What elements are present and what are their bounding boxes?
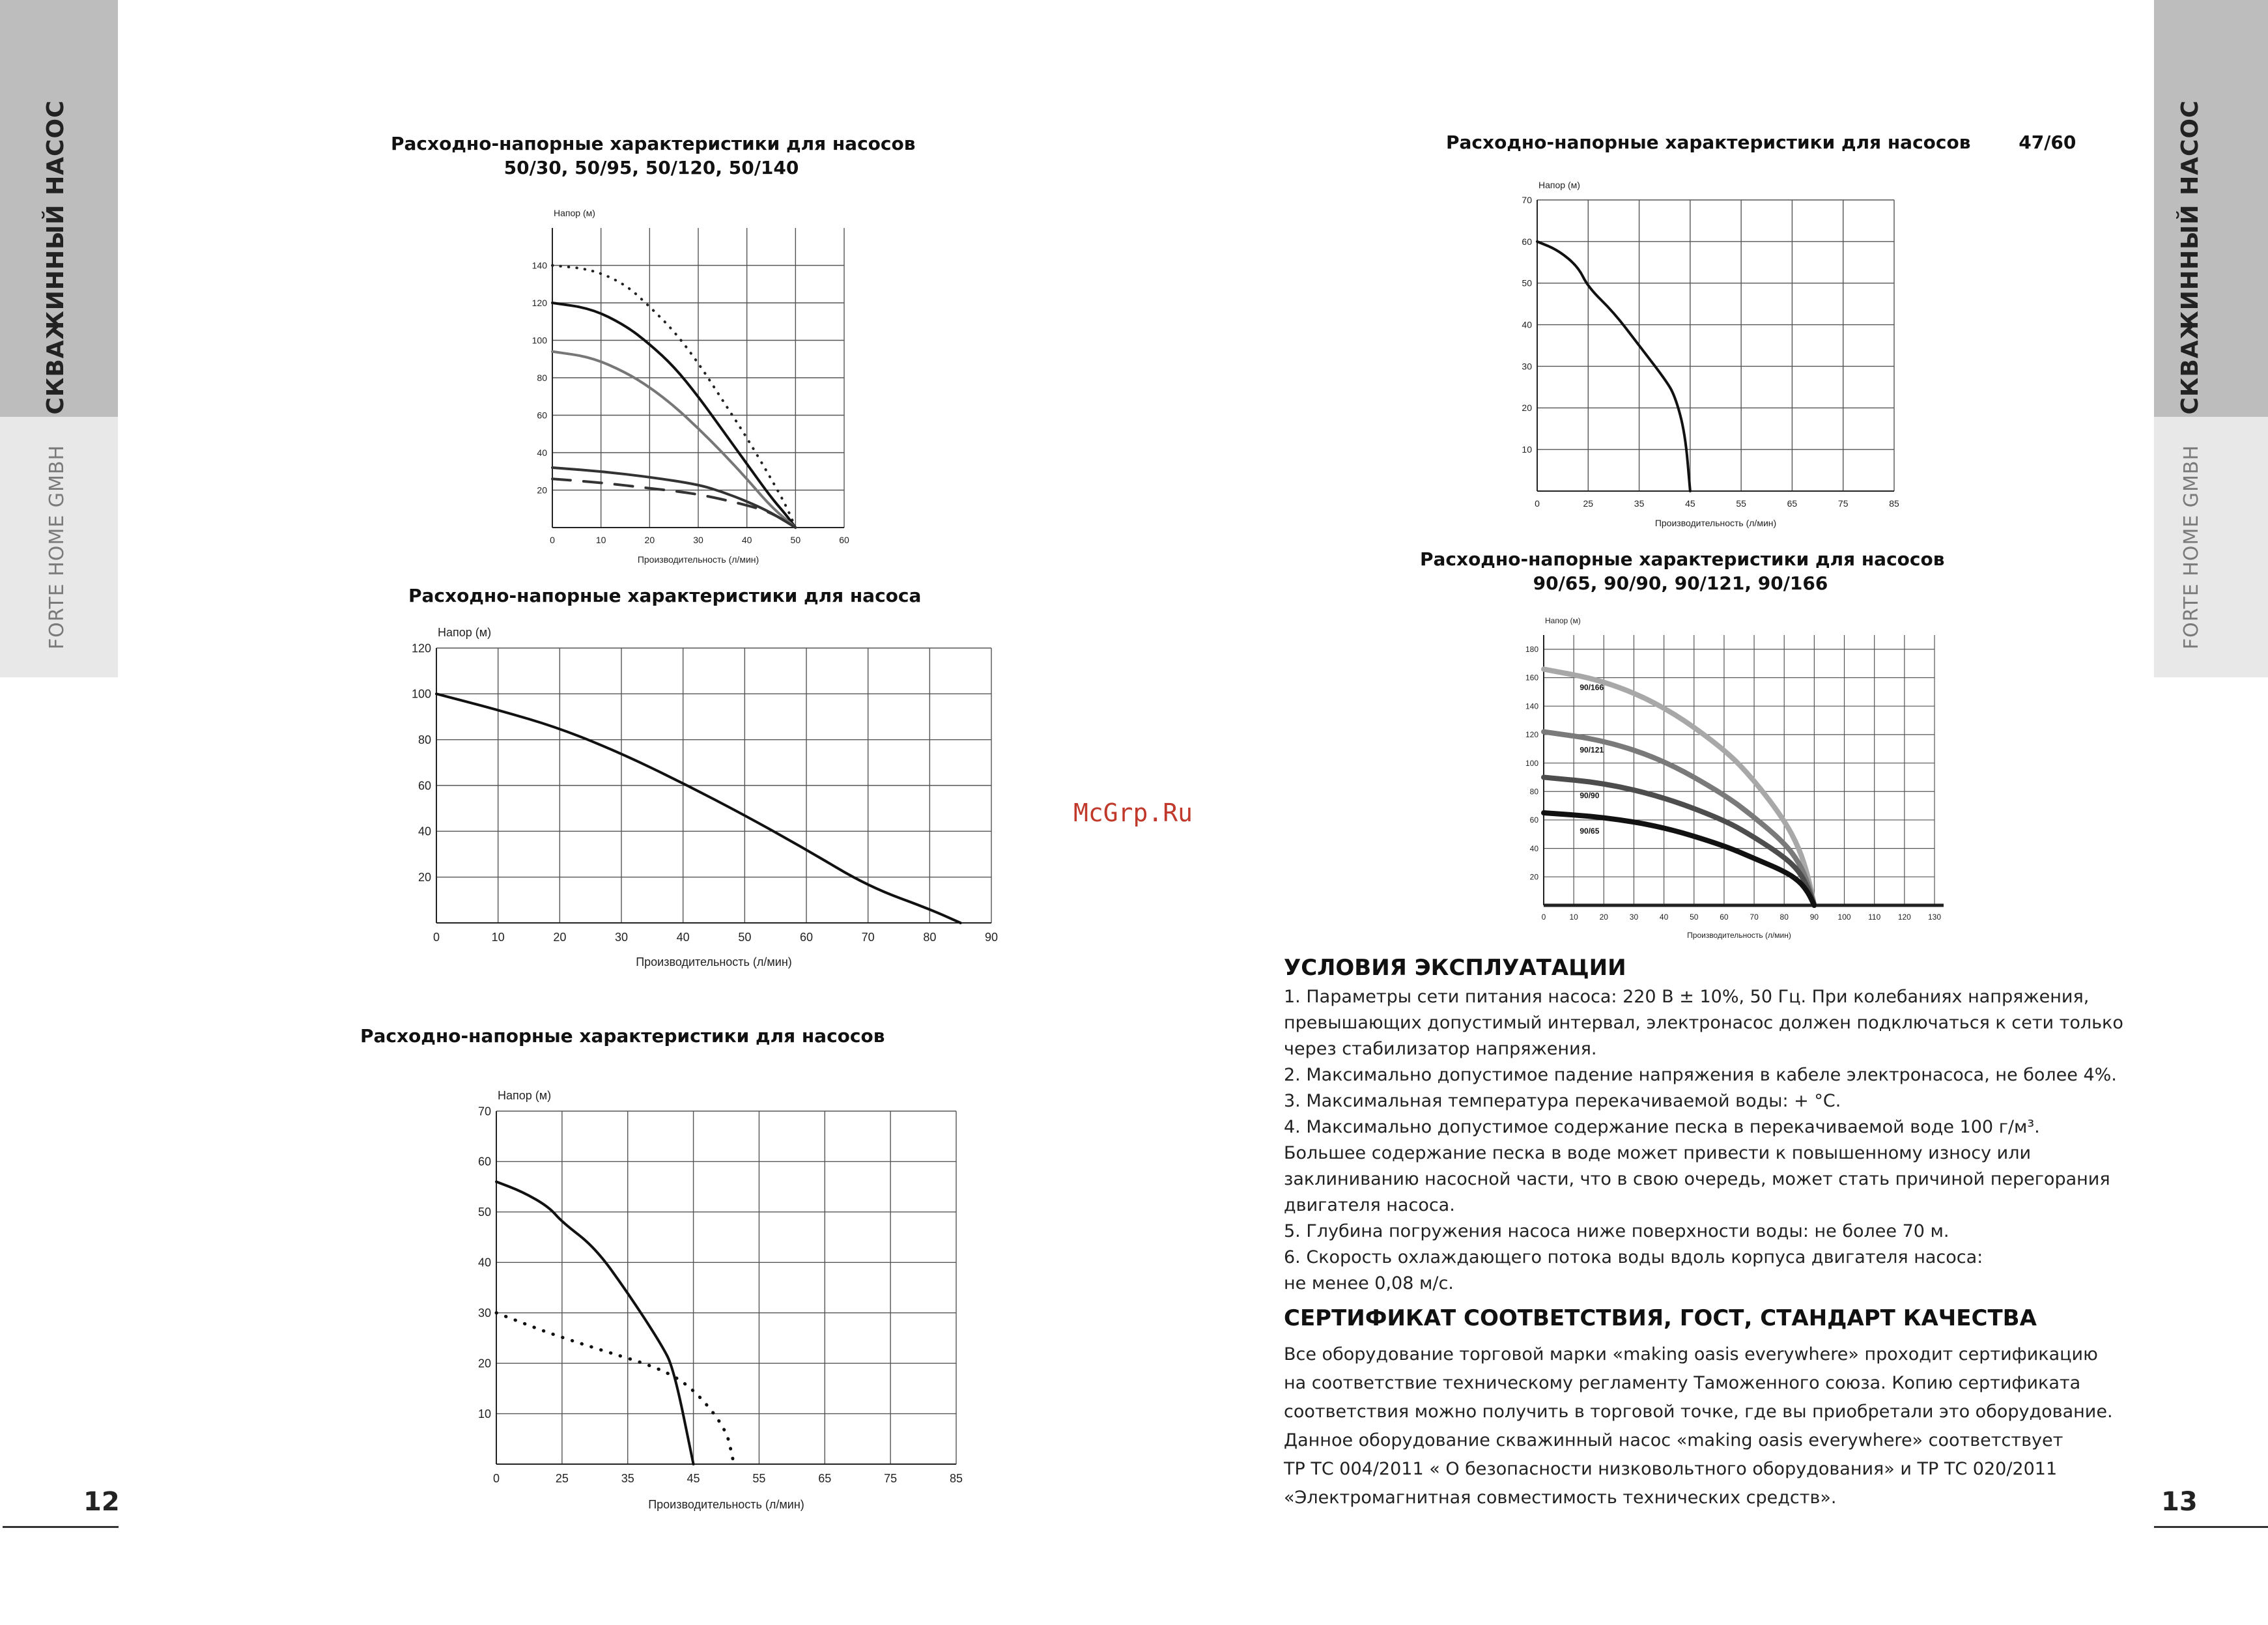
chart5-title-line1: Расходно-напорные характеристики для насосов [1420,548,1945,570]
chart3-plot [456,1062,990,1518]
y-tick-label: 60 [477,1155,491,1168]
x-tick-label: 40 [1659,912,1669,922]
conditions-line: через стабилизатор напряжения. [1284,1039,1597,1059]
x-tick-label: 65 [1787,498,1798,509]
y-tick-label: 30 [477,1307,491,1320]
x-tick-label: 10 [491,931,505,944]
conditions-line: 5. Глубина погружения насоса ниже поверхности воды: не более 70 м. [1284,1221,1949,1241]
chart4-title-text: Расходно-напорные характеристики для насосов [1446,132,1971,153]
y-axis-label: Напор (м) [498,1089,552,1102]
x-tick-label: 25 [1583,498,1594,509]
certificate-heading: СЕРТИФИКАТ СООТВЕТСТВИЯ, ГОСТ, СТАНДАРТ КАЧЕСТВА [1284,1305,2037,1331]
y-tick-label: 20 [1522,403,1532,414]
y-axis-label: Напор (м) [438,626,492,639]
conditions-line: Большее содержание песка в воде может привести к повышенному износу или [1284,1143,2031,1163]
y-tick-label: 40 [418,825,431,838]
chart5-plot [1505,602,1974,957]
x-tick-label: 90 [1809,912,1819,922]
x-tick-label: 45 [687,1472,700,1485]
y-tick-label: 10 [1522,444,1532,455]
y-tick-label: 40 [537,447,547,458]
x-tick-label: 20 [1599,912,1608,922]
y-tick-label: 50 [477,1206,491,1219]
right-page-rule [2154,1526,2268,1528]
chart4-plot [1485,166,1941,531]
conditions-heading: УСЛОВИЯ ЭКСПЛУАТАЦИИ [1284,955,1626,981]
x-tick-label: 110 [1868,912,1881,922]
conditions-line: 3. Максимальная температура перекачиваемой воды: + °С. [1284,1091,1841,1111]
y-tick-label: 120 [532,297,547,308]
series-line-50-140 [552,266,795,528]
c3-grid [496,1111,956,1464]
chart1-title-line2: 50/30, 50/95, 50/120, 50/140 [503,157,799,178]
x-axis-label: Производительность (л/мин) [636,955,792,968]
y-tick-label: 40 [477,1256,491,1269]
chart1-title-line1: Расходно-напорные характеристики для насосов [391,133,916,154]
left-page-rule [3,1526,119,1528]
left-sidebar-title: СКВАЖИННЫЙ НАСОС [42,100,69,415]
x-tick-label: 60 [799,931,814,944]
chart5-title-line2: 90/65, 90/90, 90/121, 90/166 [1533,572,1828,594]
x-axis-label: Производительность (л/мин) [648,1498,804,1511]
y-tick-label: 20 [477,1357,491,1370]
x-axis-label: Производительность (л/мин) [1654,518,1777,528]
chart3-title: Расходно-напорные характеристики для насосов [360,1025,885,1047]
certificate-line: Все оборудование торговой марки «making oasis everywhere» проходит сертификацию [1284,1344,2098,1364]
x-tick-label: 120 [1897,912,1911,922]
x-tick-label: 50 [738,931,752,944]
y-tick-label: 120 [411,642,431,655]
x-axis-label: Производительность (л/мин) [637,554,759,565]
y-tick-label: 100 [1525,758,1538,768]
conditions-line: 6. Скорость охлаждающего потока воды вдоль корпуса двигателя насоса: [1284,1247,1983,1267]
y-tick-label: 80 [1529,787,1538,797]
y-tick-label: 40 [1529,843,1538,853]
right-sidebar-title: СКВАЖИННЫЙ НАСОС [2177,100,2204,415]
y-tick-label: 10 [477,1407,491,1420]
x-tick-label: 70 [861,931,875,944]
x-tick-label: 75 [1837,498,1849,509]
y-tick-label: 60 [537,410,547,421]
chart2-title: Расходно-напорные характеристики для насоса [408,585,922,606]
conditions-body [1284,984,2123,1297]
y-tick-label: 140 [1525,701,1538,711]
x-tick-label: 20 [553,931,567,944]
conditions-line: заклиниванию насосной части, что в свою очередь, может стать причиной перегорания [1284,1169,2110,1189]
y-tick-label: 20 [1529,872,1538,882]
watermark-text: McGrp.Ru [1073,798,1193,827]
certificate-line: ТР ТС 004/2011 « О безопасности низковольтного оборудования» и ТР ТС 020/2011 [1284,1459,2058,1479]
y-tick-label: 160 [1525,673,1538,683]
c2-grid [436,648,991,923]
series-line-50-30 [552,468,795,528]
y-axis-label: Напор (м) [1545,616,1581,625]
chart1-plot [534,195,873,567]
y-tick-label: 60 [1522,236,1532,247]
x-tick-label: 0 [1541,912,1546,922]
right-sidebar-brand-panel [2154,417,2268,677]
y-tick-label: 30 [1522,361,1532,372]
x-tick-label: 45 [1685,498,1695,509]
x-tick-label: 30 [614,931,629,944]
chart5-title [1420,548,1945,594]
chart1-title [391,133,916,178]
certificate-body [1284,1340,2113,1512]
left-sidebar-brand: FORTE HOME GMBH [46,444,68,650]
x-tick-label: 60 [839,535,849,545]
y-axis-label: Напор (м) [554,208,595,218]
y-tick-label: 70 [1522,194,1532,205]
series-line-50-25 [552,479,795,528]
x-tick-label: 0 [492,1472,500,1485]
x-tick-label: 25 [555,1472,569,1485]
x-tick-label: 35 [1634,498,1645,509]
x-tick-label: 10 [595,535,606,545]
series-label: 90/166 [1580,683,1604,692]
series-line-c3-1 [496,1313,733,1460]
x-tick-label: 85 [1889,498,1899,509]
right-sidebar-brand: FORTE HOME GMBH [2180,444,2203,650]
y-tick-label: 120 [1525,730,1538,740]
conditions-line: 2. Максимально допустимое падение напряжения в кабеле электронасоса, не более 4%. [1284,1065,2117,1085]
x-axis-label: Производительность (л/мин) [1687,931,1791,940]
series-label: 90/90 [1580,791,1600,800]
y-tick-label: 60 [418,779,431,793]
conditions-line: 4. Максимально допустимое содержание песка в перекачиваемой воде 100 г/м³. [1284,1117,2040,1137]
y-tick-label: 50 [1522,277,1532,289]
certificate-line: на соответствие техническому регламенту Таможенного союза. Копию сертификата [1284,1373,2081,1393]
series-line-90-166 [1544,669,1814,905]
certificate-line: «Электромагнитная совместимость технических средств». [1284,1488,1837,1508]
y-tick-label: 100 [411,687,431,701]
x-tick-label: 70 [1750,912,1759,922]
x-tick-label: 80 [923,931,937,944]
x-tick-label: 40 [741,535,752,545]
y-tick-label: 40 [1522,319,1532,330]
x-tick-label: 60 [1720,912,1729,922]
x-tick-label: 55 [752,1472,766,1485]
chart2-plot [384,615,1023,974]
x-tick-label: 50 [1690,912,1699,922]
conditions-line: превышающих допустимый интервал, электронасос должен подключаться к сети только [1284,1013,2123,1033]
x-tick-label: 50 [790,535,801,545]
y-tick-label: 100 [532,335,547,346]
x-tick-label: 80 [1779,912,1789,922]
y-tick-label: 20 [537,485,547,496]
conditions-line: 1. Параметры сети питания насоса: 220 В ± 10%, 50 Гц. При колебаниях напряжения, [1284,987,2090,1007]
x-tick-label: 30 [1629,912,1639,922]
x-tick-label: 100 [1837,912,1851,922]
series-line-c2-0 [436,694,961,923]
y-tick-label: 70 [477,1105,491,1118]
x-tick-label: 85 [949,1472,963,1485]
left-page-number: 12 [83,1487,120,1517]
x-tick-label: 130 [1927,912,1942,922]
y-tick-label: 180 [1525,645,1538,655]
certificate-line: соответствия можно получить в торговой точке, где вы приобретали это оборудование. [1284,1402,2113,1422]
y-tick-label: 80 [537,372,547,383]
right-sidebar-title-panel [2154,0,2268,417]
c4-grid [1537,200,1894,491]
x-tick-label: 20 [644,535,655,545]
y-tick-label: 20 [418,870,431,884]
series-line-90-121 [1544,732,1814,905]
x-tick-label: 40 [676,931,690,944]
chart4-title [1446,132,2076,153]
y-tick-label: 60 [1529,815,1538,825]
x-tick-label: 0 [432,931,440,944]
series-label: 90/65 [1580,827,1600,836]
x-tick-label: 35 [621,1472,634,1485]
certificate-line: Данное оборудование скважинный насос «making oasis everywhere» соответствует [1284,1430,2063,1450]
series-label: 90/121 [1580,745,1604,755]
x-tick-label: 0 [550,535,555,545]
y-tick-label: 140 [532,260,547,271]
conditions-line: не менее 0,08 м/с. [1284,1273,1454,1293]
x-tick-label: 65 [818,1472,832,1485]
right-page-number: 13 [2161,1487,2198,1517]
conditions-line: двигателя насоса. [1284,1195,1455,1215]
x-tick-label: 55 [1736,498,1746,509]
x-tick-label: 0 [1535,498,1540,509]
chart4-title-model: 47/60 [2019,132,2077,153]
c5-grid [1544,635,1935,905]
x-tick-label: 75 [884,1472,898,1485]
x-tick-label: 30 [693,535,703,545]
x-tick-label: 10 [1569,912,1578,922]
y-tick-label: 80 [418,733,431,746]
x-tick-label: 90 [984,931,999,944]
y-axis-label: Напор (м) [1538,180,1580,190]
